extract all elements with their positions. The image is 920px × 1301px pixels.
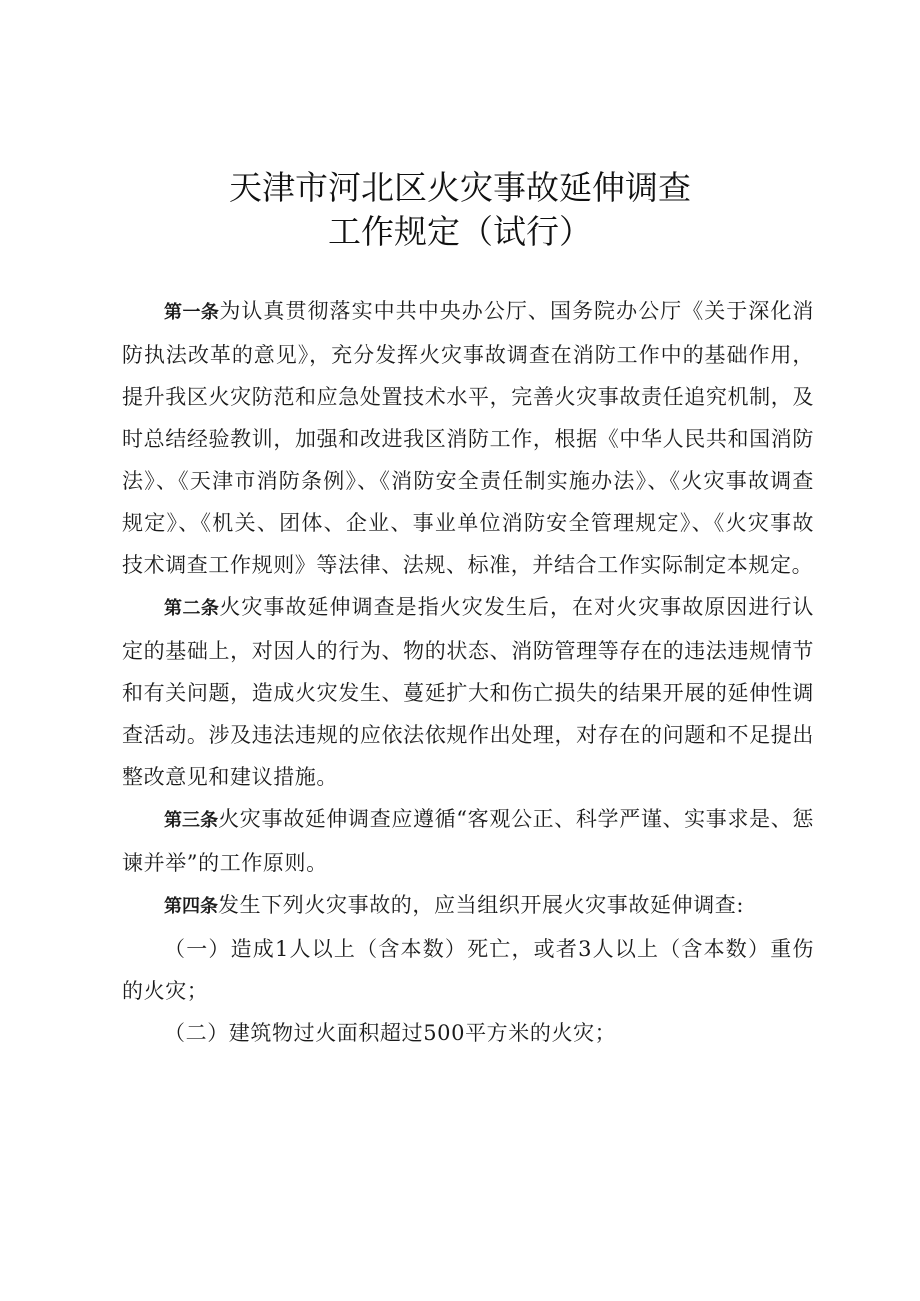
document-title-line-1: 天津市河北区火灾事故延伸调查	[229, 168, 691, 207]
document-body	[122, 290, 814, 1054]
article-label: 第二条	[164, 598, 220, 619]
article-text: 发生下列火灾事故的，应当组织开展火灾事故延伸调查:	[218, 893, 745, 917]
article-1	[122, 290, 814, 586]
article-label: 第三条	[164, 810, 219, 831]
list-item: （一）造成1人以上（含本数）死亡，或者3人以上（含本数）重伤的火灾；	[122, 937, 814, 1003]
article-text: 为认真贯彻落实中共中央办公厅、国务院办公厅《关于深化消防执法改革的意见》，充分发挥火灾事故调查在消防工作中的基础作用，提升我区火灾防范和应急处置技术水平，完善火灾事故责任追究机制，及时总结经验教训，加强和改进我区消防工作，根据《中华人民共和国消防法》、《天津市消防条例》、《消防安全责任制实施办法》、《火灾事故调查规定》、《机关、团体、企业、事业单位消防安全管理规定》、《火灾事故技术调查工作规则》等法律、法规、标准，并结合工作实际制定本规定。	[122, 299, 814, 577]
document-title-line-2: 工作规定（试行）	[328, 212, 592, 251]
article-text: 火灾事故延伸调查是指火灾发生后，在对火灾事故原因进行认定的基础上，对因人的行为、物的状态、消防管理等存在的违法违规情节和有关问题，造成火灾发生、蔓延扩大和伤亡损失的结果开展的延伸性调查活动。涉及违法违规的应依法依规作出处理，对存在的问题和不足提出整改意见和建议措施。	[122, 595, 814, 789]
article-label: 第四条	[164, 896, 218, 917]
article-4	[122, 884, 814, 928]
list-item: （二）建筑物过火面积超过500平方米的火灾；	[164, 1021, 617, 1045]
article-2	[122, 586, 814, 798]
article-label: 第一条	[164, 302, 220, 323]
article-text: 火灾事故延伸调查应遵循“客观公正、科学严谨、实事求是、惩谏并举”的工作原则。	[122, 807, 814, 875]
article-3	[122, 798, 814, 884]
